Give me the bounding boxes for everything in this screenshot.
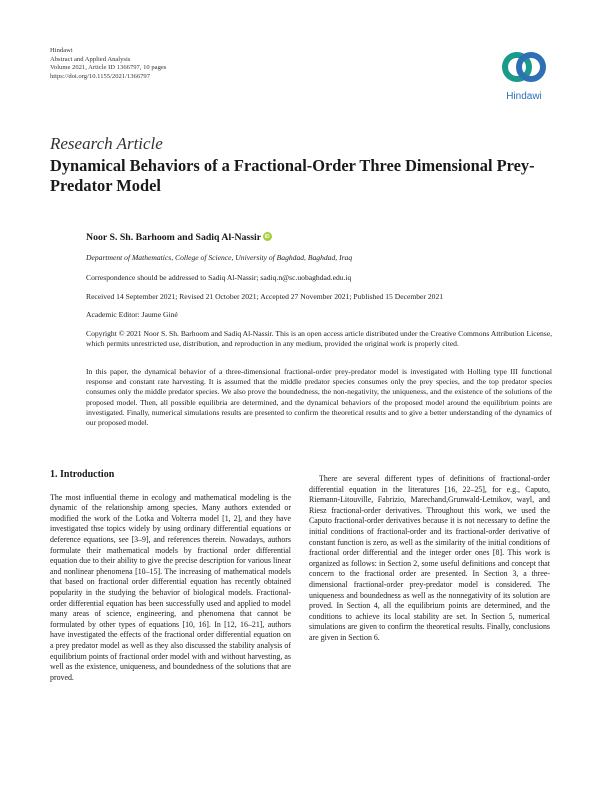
intro-paragraph-1: The most influential theme in ecology and mathematical modeling is the dynamic of the relationship among species. Many authors extended or modified the work of the Lotka and Volterra model [1, 2], and they have investigated thse topics widely by using ordinary differential equations or deference equations, see [3–9], and references therein. Nowadays, authors formulate their mathematical models by fractional order differential equation due to their ability to give the precise description for various linear and nonlinear phenomena [10–15]. The increasing of mathematical models that based on fractional order differential equation has recently obtained popularity in the studying the behavior of biological models. Fractional-order differential equation has been successfully used and applied to model many areas of science, engineering, and phenomena that cannot be formulated by other types of equations [10, 16]. In [12, 16–21], authors have investigated the effects of the fractional order differential equation on a prey predator model as well as they also discussed the stability analysis of equilibrium points of fractional order model with and without harvesting, as well as the existence, uniqueness, and boundedness of the solutions that are proved. xyxy=(50,492,291,682)
doi-link[interactable]: https://doi.org/10.1155/2021/1366797 xyxy=(50,72,151,80)
logo-text: Hindawi xyxy=(506,91,542,102)
volume-info: Volume 2021, Article ID 1366797, 10 pages xyxy=(50,64,167,72)
article-dates: Received 14 September 2021; Revised 21 October 2021; Accepted 27 November 2021; Published 15 December 2021 xyxy=(86,292,444,301)
author-line xyxy=(86,232,552,243)
authors: Noor S. Sh. Barhoom and Sadiq Al-Nassir xyxy=(86,232,262,243)
section-heading: 1. Introduction xyxy=(50,469,115,480)
affiliation: Department of Mathematics, College of Science, University of Baghdad, Baghdad, Iraq xyxy=(86,253,353,262)
article-type: Research Article xyxy=(50,134,163,153)
correspondence: Correspondence should be addressed to Sadiq Al-Nassir; sadiq.n@sc.uobaghdad.edu.iq xyxy=(86,273,352,282)
article-title: Dynamical Behaviors of a Fractional-Order Three Dimensional Prey-Predator Model xyxy=(50,156,535,195)
abstract: In this paper, the dynamical behavior of a three-dimensional fractional-order prey-predator model is investigated with Holling type III functional response and constant rate harvesting. It is assumed that the middle predator species consumes only the prey species, and the top predator species consumes only the middle predator species. We also prove the boundedness, the non-negativity, the uniqueness, and the existence of the solutions of the proposed model. Then, all possible equilibria are determined, and the dynamical behaviors of the proposed model around the equilibrium points are investigated. Finally, numerical simulations results are presented to confirm the theoretical results and to give a better understanding of the dynamics of our proposed model. xyxy=(86,367,552,428)
journal-name: Abstract and Applied Analysis xyxy=(50,55,131,63)
hindawi-logo-icon xyxy=(496,47,552,89)
intro-paragraph-2: There are several different types of definitions of fractional-order differential equation in the literatures [16, 22–25], for e.g., Caputo, Riemann-Litouville, Fabrizio, Marechand,Grunwald-Letnikov, wayl, and Riesz fractional-order derivatives. Throughout this work, we used the Caputo fractional-order derivatives because it is not necessary to define the initial conditions of fractional-order and its fractional-order derivative of constant function is zero, as well as the similarity of the initial conditions of fractional order differential and the integer order ones [8]. This work is organized as follows: in Section 2, some useful definitions and concept that concern to the fractional order are presented. In Section 3, a three-dimensional fractional-order prey-predator model is considered. The uniqueness and boundedness as well as the nonnegativity of its solution are proved. In Section 4, all the equilibrium points are determined, and the conditions to achieve its local stability are set. In Section 5, numerical simulations are given to confirm the theoretical results. Finally, conclusions are given in Section 6. xyxy=(309,474,550,642)
left-column xyxy=(50,470,291,683)
publisher-name: Hindawi xyxy=(50,47,73,54)
orcid-icon[interactable] xyxy=(263,232,272,241)
right-column xyxy=(309,474,550,644)
academic-editor: Academic Editor: Jaume Giné xyxy=(86,310,178,319)
hindawi-logo xyxy=(496,47,552,105)
copyright-notice: Copyright © 2021 Noor S. Sh. Barhoom and Sadiq Al-Nassir. This is an open access article distributed under the Creative Commons Attribution License, which permits unrestricted use, distribution, and reproduction in any medium, provided the original work is properly cited. xyxy=(86,329,552,348)
journal-header xyxy=(50,47,166,81)
